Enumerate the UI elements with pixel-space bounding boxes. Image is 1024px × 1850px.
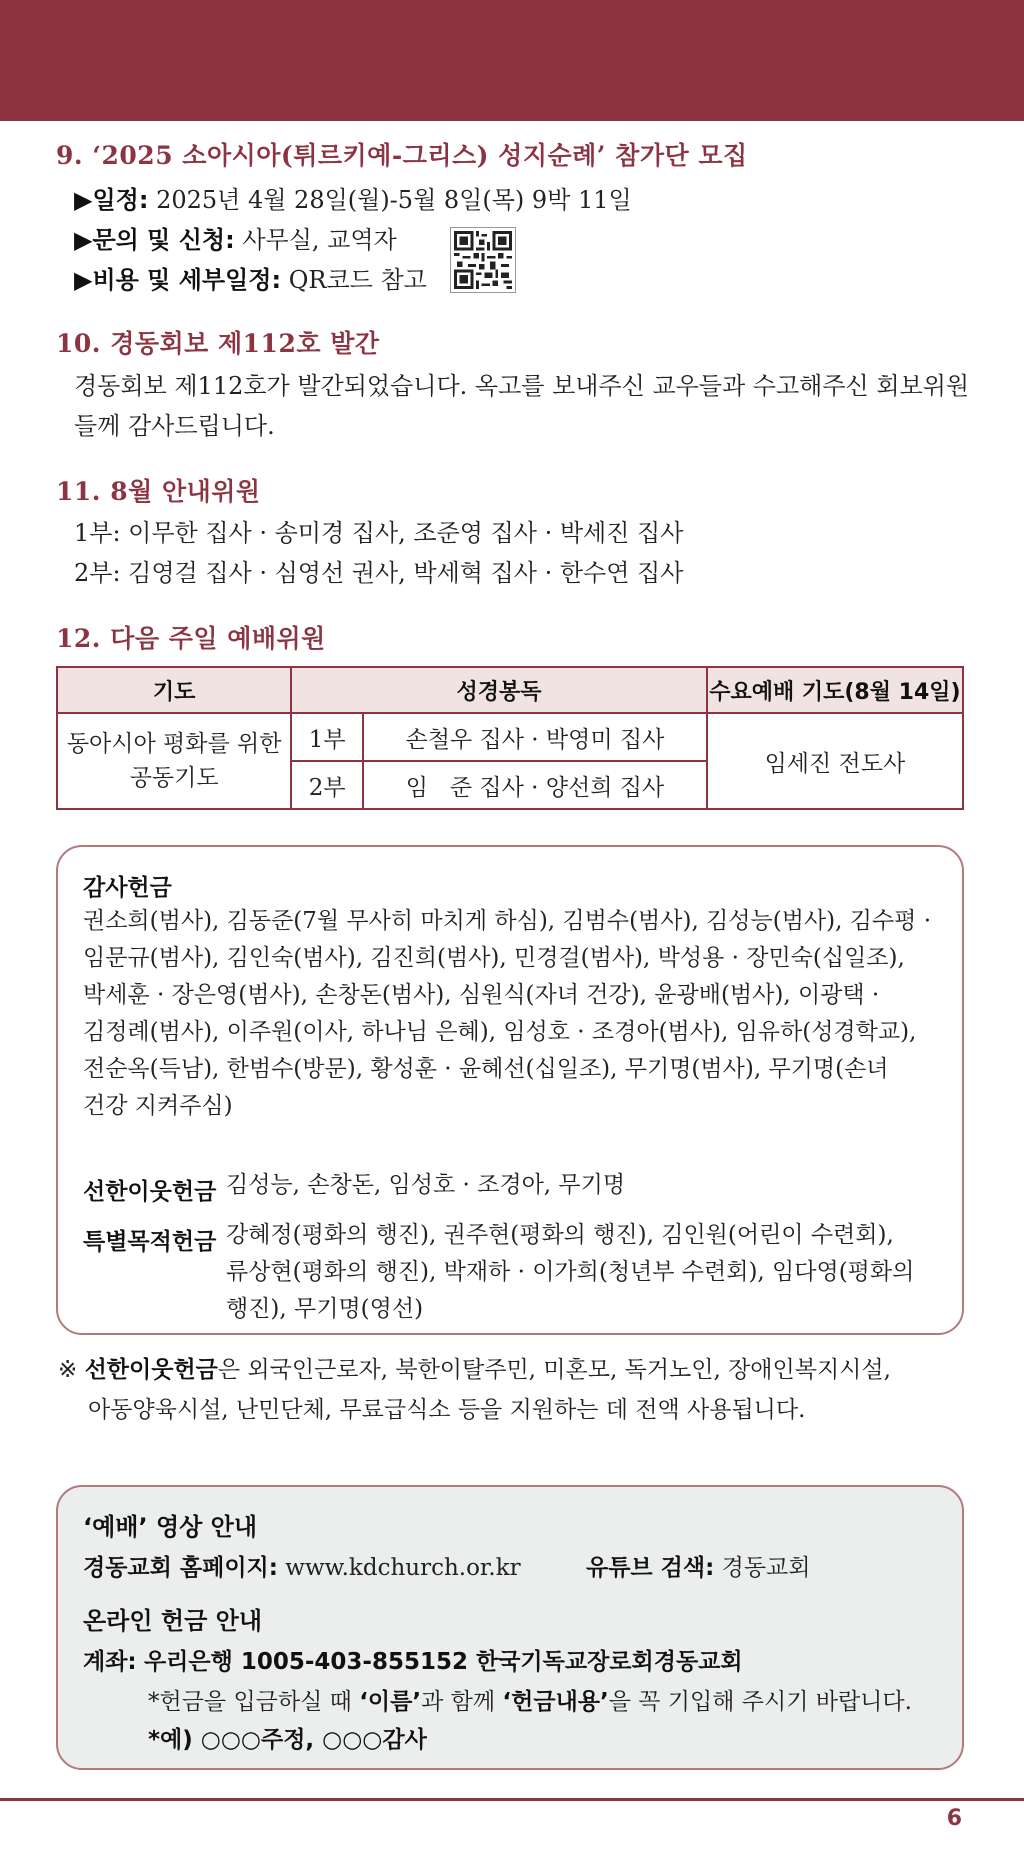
youtube-label: 유튜브 검색:	[586, 1555, 715, 1581]
note1-text-a: *헌금을 입금하실 때	[148, 1689, 360, 1715]
s9-inquiry	[74, 220, 397, 255]
note1-name-bold: ‘이름’	[359, 1689, 422, 1715]
part-cell: 2부	[291, 761, 363, 809]
prayer-line-1: 동아시아 평화를 위한	[66, 731, 282, 757]
account-value: 우리은행 1005-403-855152 한국기독교장로회경동교회	[143, 1649, 743, 1675]
s9-inquiry-label: ▶문의 및 신청:	[74, 226, 235, 254]
page-number: 6	[946, 1806, 962, 1831]
info-box	[56, 1485, 964, 1770]
note2-example: *예) ○○○주정, ○○○감사	[148, 1727, 427, 1753]
s9-cost-value: QR코드 참고	[288, 266, 427, 294]
thanks-line: 전순옥(득남), 한범수(방문), 황성훈 · 윤혜선(십일조), 무기명(범사), 무기명(손녀	[83, 1056, 889, 1082]
thanks-offering-title: 감사헌금	[83, 875, 172, 901]
s9-schedule-label: ▶일정:	[74, 186, 149, 214]
s9-cost	[74, 260, 427, 295]
readers-cell: 손철우 집사 · 박영미 집사	[363, 713, 707, 761]
special-line: 류상현(평화의 행진), 박재하 · 이가희(청년부 수련회), 임다영(평화의	[226, 1259, 915, 1285]
table-row	[57, 713, 963, 761]
special-offering-label: 특별목적헌금	[83, 1229, 217, 1255]
table-header-row	[57, 667, 963, 713]
special-line: 행진), 무기명(영선)	[226, 1296, 424, 1322]
prayer-cell	[57, 713, 291, 809]
header-prayer: 기도	[57, 667, 291, 713]
section-10-title: 10. 경동회보 제112호 발간	[56, 329, 380, 358]
note1-content-bold: ‘헌금내용’	[502, 1689, 609, 1715]
s10-line-1: 경동회보 제112호가 발간되었습니다. 옥고를 보내주신 교우들과 수고해주신 회보위원	[74, 372, 970, 400]
homepage-line	[83, 1549, 521, 1582]
s10-line-2: 들께 감사드립니다.	[74, 412, 275, 440]
s11-line-1: 1부: 이무한 집사 · 송미경 집사, 조준영 집사 · 박세진 집사	[74, 519, 684, 547]
online-offering-title: 온라인 헌금 안내	[83, 1607, 262, 1635]
video-guide-title: ‘예배’ 영상 안내	[83, 1513, 258, 1541]
prayer-line-2: 공동기도	[129, 765, 219, 791]
worship-committee-table	[56, 666, 964, 810]
qr-code-icon[interactable]	[450, 227, 516, 293]
thanks-line: 박세훈 · 장은영(범사), 손창돈(범사), 심원식(자녀 건강), 윤광배(범사), 이광택 ·	[83, 982, 880, 1008]
special-line: 강혜정(평화의 행진), 권주현(평화의 행진), 김인원(어린이 수련회),	[226, 1222, 894, 1248]
account-label: 계좌:	[83, 1649, 137, 1675]
thanks-line: 임문규(범사), 김인숙(범사), 김진희(범사), 민경걸(범사), 박성용 · 장민숙(십일조),	[83, 945, 905, 971]
thanks-offering-list	[83, 903, 931, 1125]
thanks-line: 건강 지켜주심)	[83, 1093, 233, 1119]
note-line-1	[58, 1350, 891, 1390]
s9-schedule-value: 2025년 4월 28일(월)-5월 8일(목) 9박 11일	[156, 186, 632, 214]
neighbor-offering-note	[58, 1350, 891, 1430]
header-wednesday: 수요예배 기도(8월 14일)	[707, 667, 963, 713]
account-line	[83, 1643, 743, 1676]
note-rest: 은 외국인근로자, 북한이탈주민, 미혼모, 독거노인, 장애인복지시설,	[217, 1357, 891, 1383]
section-12-title: 12. 다음 주일 예배위원	[56, 624, 326, 653]
part-cell: 1부	[291, 713, 363, 761]
neighbor-offering-value: 김성능, 손창돈, 임성호 · 조경아, 무기명	[226, 1172, 626, 1198]
header-band	[0, 0, 1024, 121]
note-line-2: 아동양육시설, 난민단체, 무료급식소 등을 지원하는 데 전액 사용됩니다.	[88, 1397, 806, 1423]
note-bold: 선한이웃헌금	[84, 1357, 218, 1383]
neighbor-offering-label: 선한이웃헌금	[83, 1179, 217, 1205]
section-9-title: 9. ‘2025 소아시아(튀르키예-그리스) 성지순례’ 참가단 모집	[56, 141, 748, 170]
section-11-title: 11. 8월 안내위원	[56, 477, 261, 506]
offering-box	[56, 845, 964, 1335]
homepage-label: 경동교회 홈페이지:	[83, 1555, 278, 1581]
youtube-line	[586, 1549, 810, 1582]
thanks-line: 권소희(범사), 김동준(7월 무사히 마치게 하심), 김범수(범사), 김성능(범사), 김수평 ·	[83, 908, 932, 934]
offering-note-1	[148, 1683, 912, 1716]
thanks-line: 김정례(범사), 이주원(이사, 하나님 은혜), 임성호 · 조경아(범사), 임유하(성경학교),	[83, 1019, 917, 1045]
s9-schedule	[74, 180, 632, 215]
special-offering-list	[226, 1217, 914, 1328]
header-scripture: 성경봉독	[291, 667, 707, 713]
note-mark: ※	[58, 1357, 85, 1383]
homepage-link[interactable]: www.kdchurch.or.kr	[285, 1555, 521, 1581]
youtube-value: 경동교회	[721, 1555, 811, 1581]
s9-inquiry-value: 사무실, 교역자	[242, 226, 397, 254]
note1-text-c: 과 함께	[421, 1689, 503, 1715]
readers-cell: 임 준 집사 · 양선희 집사	[363, 761, 707, 809]
s9-cost-label: ▶비용 및 세부일정:	[74, 266, 282, 294]
offering-note-2	[148, 1721, 427, 1754]
wednesday-cell: 임세진 전도사	[707, 713, 963, 809]
footer-rule	[0, 1798, 1024, 1801]
s11-line-2: 2부: 김영걸 집사 · 심영선 권사, 박세혁 집사 · 한수연 집사	[74, 559, 684, 587]
note1-text-e: 을 꼭 기입해 주시기 바랍니다.	[608, 1689, 912, 1715]
